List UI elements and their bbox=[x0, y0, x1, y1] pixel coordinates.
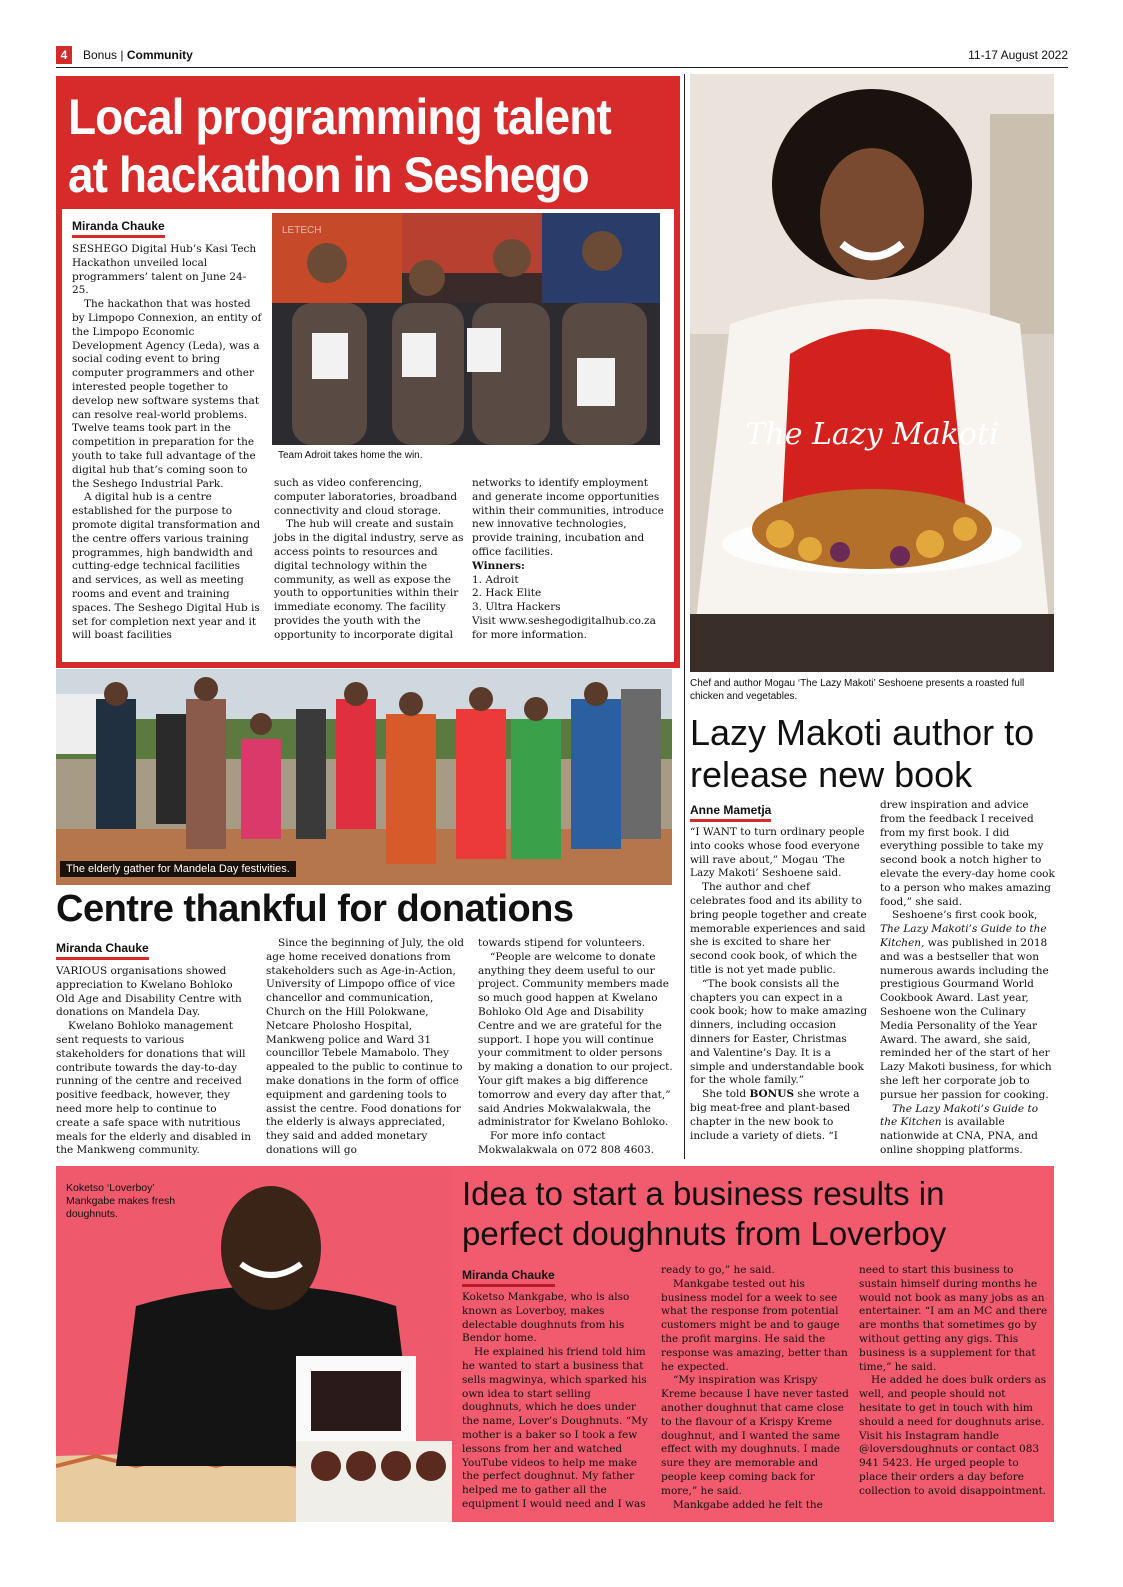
lazy-makoti-byline: Anne Mametja bbox=[690, 803, 771, 822]
text-run: Seshoene’s first cook book, bbox=[892, 909, 1038, 922]
hackathon-story-box bbox=[62, 209, 674, 662]
issue-date: 11-17 August 2022 bbox=[968, 48, 1068, 62]
section-label: Bonus | Community bbox=[83, 48, 193, 62]
paragraph bbox=[880, 1103, 1056, 1158]
paragraph bbox=[880, 909, 1056, 1102]
mandela-day-photo bbox=[56, 669, 672, 885]
apron-text: The Lazy Makoti bbox=[745, 417, 999, 452]
hackathon-col1 bbox=[72, 243, 262, 643]
hackathon-story bbox=[56, 76, 680, 668]
donations-col1 bbox=[56, 965, 252, 1158]
hackathon-byline: Miranda Chauke bbox=[72, 219, 165, 238]
paragraph: SESHEGO Digital Hub’s Kasi Tech Hackathon unveiled local programmers’ talent on June 24-25. bbox=[72, 243, 257, 297]
team-adroit-caption: Team Adroit takes home the win. bbox=[278, 450, 423, 461]
paragraph: He explained his friend told him he wanted to start a business that sells magwinya, which sparked his own idea to start selling doughnuts, which he does under the name, Lover’s Doughnuts. “My mother is a baker so I took a few lessons from her and watched YouTube videos to help me make the perfect doughnut. My father helped me to gather all the equipment I would need and I was bbox=[462, 1346, 648, 1510]
paragraph: The hub will create and sustain jobs in the digital industry, serve as access points to resources and digital technology within the community, as well as expose the youth to opportunities within their immediate economy. The facility provides the youth with the opportunity to incorporate digital bbox=[274, 518, 464, 641]
paragraph: Mankgabe added he felt the bbox=[673, 1498, 823, 1511]
doughnuts-col2 bbox=[661, 1264, 849, 1512]
mandela-day-caption: The elderly gather for Mandela Day festivities. bbox=[60, 861, 296, 877]
paragraph: Kwelano Bohloko management sent requests to various stakeholders for donations that will contribute towards the day-to-day running of the centre and received positive feedback, however, they need more help to continue to create a safe space with nutritious meals for the elderly and disabled in the Mankweng community. bbox=[56, 1020, 252, 1157]
team-adroit-photo bbox=[272, 213, 660, 445]
donations-col3 bbox=[478, 937, 674, 1158]
donations-byline: Miranda Chauke bbox=[56, 941, 149, 960]
book-title: The Lazy Makoti’s Guide to the Kitchen bbox=[880, 1102, 1039, 1129]
visit-link-text: Visit www.seshegodigitalhub.co.za for more information. bbox=[472, 614, 656, 641]
column-divider bbox=[684, 74, 685, 1159]
text-run: is available nationwide at CNA, PNA, and online shopping platforms. bbox=[880, 1116, 1038, 1156]
paragraph: Mankgabe tested out his business model for a week to see what the response from potential customers might be and to gauge the profit margins. He said the response was amazing, better than he expected. bbox=[661, 1277, 848, 1373]
text-run: She told bbox=[702, 1088, 750, 1101]
paragraph: Koketso Mankgabe, who is also known as Loverboy, makes delectable doughnuts from his Bendor home. bbox=[462, 1291, 630, 1345]
paragraph: “The book consists all the chapters you can expect in a cook book; how to make amazing dinners, including occasion dinners for Easter, Christmas and Valentine’s Day. It is a simple and understandable book for the whole family.” bbox=[690, 977, 868, 1087]
doughnuts-col3 bbox=[859, 1264, 1049, 1499]
lazy-makoti-col1 bbox=[690, 826, 868, 1143]
hackathon-headline: Local programming talent at hackathon in Seshego bbox=[68, 89, 611, 203]
section-name: Community bbox=[126, 48, 193, 62]
paragraph: “My inspiration was Krispy Kreme because I have never tasted another doughnut that came close to the flavour of a Krispy Kreme doughnut, and I wanted the same effect with my doughnuts. I made sure they are memorable and people keep coming back for more,” he said. bbox=[661, 1374, 849, 1497]
winners-label: Winners: bbox=[472, 559, 525, 572]
paragraph: ready to go,” he said. bbox=[661, 1264, 775, 1276]
donations-col2 bbox=[266, 937, 466, 1158]
paragraph: “People are welcome to donate anything they deem useful to our project. Community members made so much good happen at Kwelano Bohloko Old Age and Disability Centre and we are grateful for the support. I hope you will continue your commitment to older persons by making a donation to our project. Your gift makes a big difference tomorrow and every day after that,” said Andries Mokwalakwala, the administrator for Kwelano Bohloko. bbox=[478, 950, 673, 1129]
winner-item: 3. Ultra Hackers bbox=[472, 601, 561, 614]
lazy-makoti-caption: Chef and author Mogau ‘The Lazy Makoti’ Seshoene presents a roasted full chicken and vegetables. bbox=[690, 678, 1025, 702]
paragraph: drew inspiration and advice from the feedback I received from my first book. I did everything possible to take my second book a notch higher to elevate the every-day home cook to a person who makes amazing food,” she said. bbox=[880, 799, 1055, 908]
page-header bbox=[56, 46, 1068, 68]
lazy-makoti-photo bbox=[690, 74, 1054, 672]
paragraph: VARIOUS organisations showed appreciation to Kwelano Bohloko Old Age and Disability Centre with donations on Mandela Day. bbox=[56, 965, 242, 1019]
paragraph: such as video conferencing, computer laboratories, broadband connectivity and cloud storage. bbox=[274, 477, 458, 517]
paragraph: For more info contact Mokwalakwala on 072 808 4603. bbox=[478, 1130, 655, 1156]
winner-item: 2. Hack Elite bbox=[472, 587, 542, 600]
paragraph: towards stipend for volunteers. bbox=[478, 937, 646, 949]
paragraph: Since the beginning of July, the old age home received donations from stakeholders such as Age-in-Action, University of Limpopo office of vice chancellor and communication, Church on the Hill Polokwane, Netcare Pholosho Hospital, Mankweng police and Ward 31 councillor Tebele Mamabolo. They appealed to the public to continue to make donations in the form of office equipment and gardening tools to assist the centre. Food donations for the elderly is always appreciated, they said and added monetary donations will go bbox=[266, 937, 465, 1156]
paragraph: The author and chef celebrates food and its ability to bring people together and create memorable experiences and said she is excited to share her second cook book, of which the title is not yet made public. bbox=[690, 881, 867, 976]
loverboy-caption: Koketso ‘Loverboy’ Mankgabe makes fresh doughnuts. bbox=[66, 1182, 176, 1220]
donations-headline: Centre thankful for donations bbox=[56, 888, 574, 930]
svg-text:LETECH: LETECH bbox=[282, 225, 322, 236]
doughnuts-headline: Idea to start a business results in perfect doughnuts from Loverboy bbox=[462, 1175, 947, 1252]
hackathon-col3 bbox=[472, 477, 664, 643]
paragraph: He added he does bulk orders as well, and people should not hesitate to get in touch with him should a need for doughnuts arise. Visit his Instagram handle @loversdoughnuts or contact 083 941 5423. He urged people to place their orders a day before collection to avoid disappointment. bbox=[859, 1374, 1047, 1497]
paragraph: A digital hub is a centre established for the purpose to promote digital transformation and the centre offers various training programmes, high bandwidth and cutting-edge technical facilities and services, as well as meeting rooms and event and training spaces. The Seshego Digital Hub is set for completion next year and it will boast facilities bbox=[72, 491, 261, 642]
hackathon-col2 bbox=[274, 477, 464, 643]
paragraph: networks to identify employment and generate income opportunities within their communities, introduce new innovative technologies, provide training, incubation and office facilities. bbox=[472, 477, 664, 558]
paragraph: “I WANT to turn ordinary people into cooks whose food everyone will rave about,” Mogau ‘The Lazy Makoti’ Seshoene said. bbox=[690, 826, 865, 880]
loverboy-photo bbox=[56, 1166, 452, 1522]
paragraph: need to start this business to sustain himself during months he would not book as many jobs as an entertainer. “I am an MC and there are months that sometimes go by without getting any gigs. This business is a supplement for that time,” he said. bbox=[859, 1264, 1048, 1373]
doughnuts-byline: Miranda Chauke bbox=[462, 1268, 555, 1287]
text-run: she wrote a big meat-free and plant-based chapter in the new book to include a variety of diets. “I bbox=[690, 1088, 860, 1142]
lazy-makoti-col2 bbox=[880, 799, 1056, 1158]
doughnuts-col1 bbox=[462, 1291, 650, 1512]
paragraph bbox=[690, 1088, 868, 1143]
winner-item: 1. Adroit bbox=[472, 573, 519, 586]
text-run: was published in 2018 and was a bestseller that won numerous awards including the prestigious Gourmand World Cookbook Award. Last year, Seshoene won the Culinary Media Personality of the Year Award. The award, she said, reminded her of the start of her Lazy Makoti business, for which she left her corporate job to pursue her passion for cooking. bbox=[880, 936, 1052, 1101]
lazy-makoti-headline: Lazy Makoti author to release new book bbox=[690, 712, 1035, 795]
book-title: The Lazy Makoti’s Guide to the Kitchen, bbox=[880, 923, 1047, 949]
paragraph: The hackathon that was hosted by Limpopo Connexion, an entity of the Limpopo Economic Development Agency (Leda), was a social coding event to bring computer programmers and other interested people together to develop new software systems that can resolve real-world problems. Twelve teams took part in the competition in preparation for the youth to take full advantage of the digital hub that’s coming soon to the Seshego Industrial Park. bbox=[72, 298, 262, 490]
page-number: 4 bbox=[56, 46, 72, 64]
bonus-name: BONUS bbox=[749, 1088, 795, 1101]
section-prefix: Bonus bbox=[83, 48, 118, 62]
